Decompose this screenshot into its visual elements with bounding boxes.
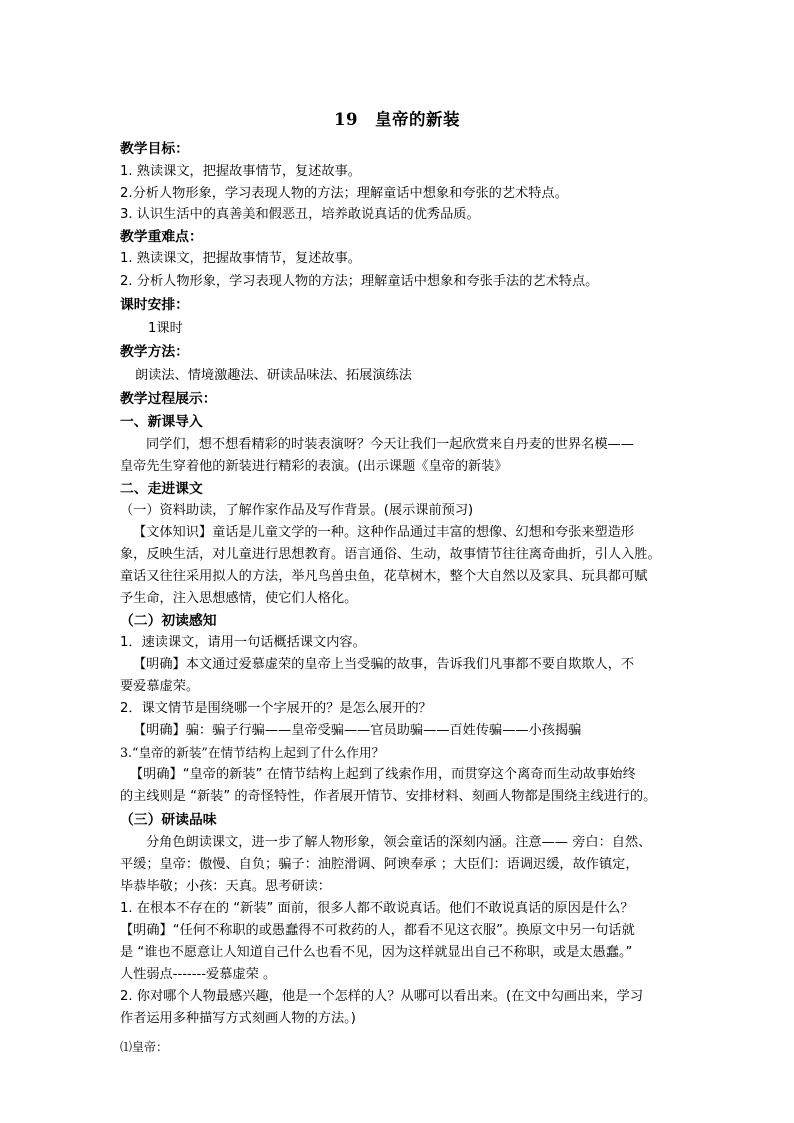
reading-line-1: 分角色朗读课文，进一步了解人物形象，领会童话的深刻内涵。注意—— 旁白：自然、 (146, 835, 652, 850)
schedule-text: 1课时 (148, 321, 183, 336)
study-answer-1-line-2: 是 “谁也不愿意让人知道自己什么也看不见，因为这样就显出自己不称职，或是太愚蠢。” (120, 945, 633, 960)
key-point-2: 2. 分析人物形象，学习表现人物的方法；理解童话中想象和夸张手法的艺术特点。 (120, 274, 599, 289)
study-answer-1-line-1: 【明确】“任何不称职的或愚蠢得不可救药的人，都看不见这衣服”。换原文中另一句话就 (120, 923, 635, 938)
question-3: 3.“皇帝的新装”在情节结构上起到了什么作用？ (120, 745, 385, 760)
genre-line-3: 童话又往往采用拟人的方法，举凡鸟兽虫鱼，花草树木，整个大自然以及家具、玩具都可赋 (120, 569, 648, 584)
section-2-heading: 二、走进课文 (120, 481, 203, 497)
answer-3-line-1: 【明确】“皇帝的新装” 在情节结构上起到了线索作用，而贯穿这个离奇而生动故事始终 (130, 767, 636, 782)
answer-1-line-1: 【明确】本文通过爱慕虚荣的皇帝上当受骗的故事，告诉我们凡事都不要自欺欺人，不 (133, 657, 635, 672)
intro-line-2: 皇帝先生穿着他的新装进行精彩的表演。(出示课题《皇帝的新装》 (120, 459, 508, 474)
heading-schedule: 课时安排： (120, 297, 189, 313)
objective-2: 2.分析人物形象，学习表现人物的方法；理解童话中想象和夸张的艺术特点。 (120, 186, 568, 201)
reading-line-2: 平缓；皇帝：傲慢、自负；骗子：油腔滑调、阿谀奉承 ；大臣们：语调迟缓，故作镇定， (120, 857, 639, 872)
lesson-title: 19 皇帝的新装 (334, 110, 460, 129)
answer-1-line-2: 要爱慕虚荣。 (120, 679, 200, 694)
study-question-2-line-2: 作者运用多种描写方式刻画人物的方法。) (120, 1011, 356, 1026)
reading-line-3: 毕恭毕敬；小孩：天真。思考研读： (120, 879, 331, 894)
subsection-3-heading: （三）研读品味 (120, 812, 217, 828)
intro-line-1: 同学们，想不想看精彩的时装表演呀？今天让我们一起欣赏来自丹麦的世界名模—— (146, 437, 634, 452)
heading-process: 教学过程展示： (120, 391, 217, 407)
key-point-1: 1. 熟读课文，把握故事情节，复述故事。 (120, 251, 361, 266)
genre-line-2: 象，反映生活，对儿童进行思想教育。语言通俗、生动，故事情节往往离奇曲折，引人入胜。 (120, 547, 661, 562)
objective-3: 3. 认识生活中的真善美和假恶丑，培养敢说真话的优秀品质。 (120, 207, 480, 222)
genre-line-4: 予生命，注入思想感情，使它们人格化。 (120, 591, 358, 606)
objective-1: 1. 熟读课文，把握故事情节，复述故事。 (120, 164, 361, 179)
genre-line-1: 【文体知识】童话是儿童文学的一种。这种作品通过丰富的想像、幻想和夸张来塑造形 (133, 525, 635, 540)
question-1: 1．速读课文，请用一句话概括课文内容。 (120, 635, 366, 650)
answer-3-line-2: 的主线则是 “新装” 的奇怪特性，作者展开情节、安排材料、刻画人物都是围绕主线进行的。 (120, 789, 657, 804)
answer-2: 【明确】骗：骗子行骗——皇帝受骗——官员助骗——百姓传骗——小孩揭骗 (133, 723, 582, 738)
study-question-2-line-1: 2. 你对哪个人物最感兴趣，他是一个怎样的人？从哪可以看出来。(在文中勾画出来，学习 (120, 989, 644, 1004)
heading-methods: 教学方法： (120, 344, 189, 360)
heading-key-points: 教学重难点： (120, 229, 203, 245)
subsection-1-heading: （一）资料助读，了解作家作品及写作背景。(展示课前预习) (120, 503, 474, 518)
methods-text: 朗读法、情境激趣法、研读品味法、拓展演练法 (135, 368, 412, 383)
subsection-2-heading: （二）初读感知 (120, 613, 217, 629)
study-answer-1-line-3: 人性弱点-------爱慕虚荣 。 (120, 967, 277, 982)
question-2: 2．课文情节是围绕哪一个字展开的？是怎么展开的？ (120, 701, 432, 716)
heading-objectives: 教学目标： (120, 141, 189, 157)
study-question-1: 1. 在根本不存在的 “新装” 面前，很多人都不敢说真话。他们不敢说真话的原因是什么？ (120, 901, 634, 916)
character-emperor: ⑴皇帝： (120, 1040, 169, 1054)
section-1-heading: 一、新课导入 (120, 414, 203, 430)
